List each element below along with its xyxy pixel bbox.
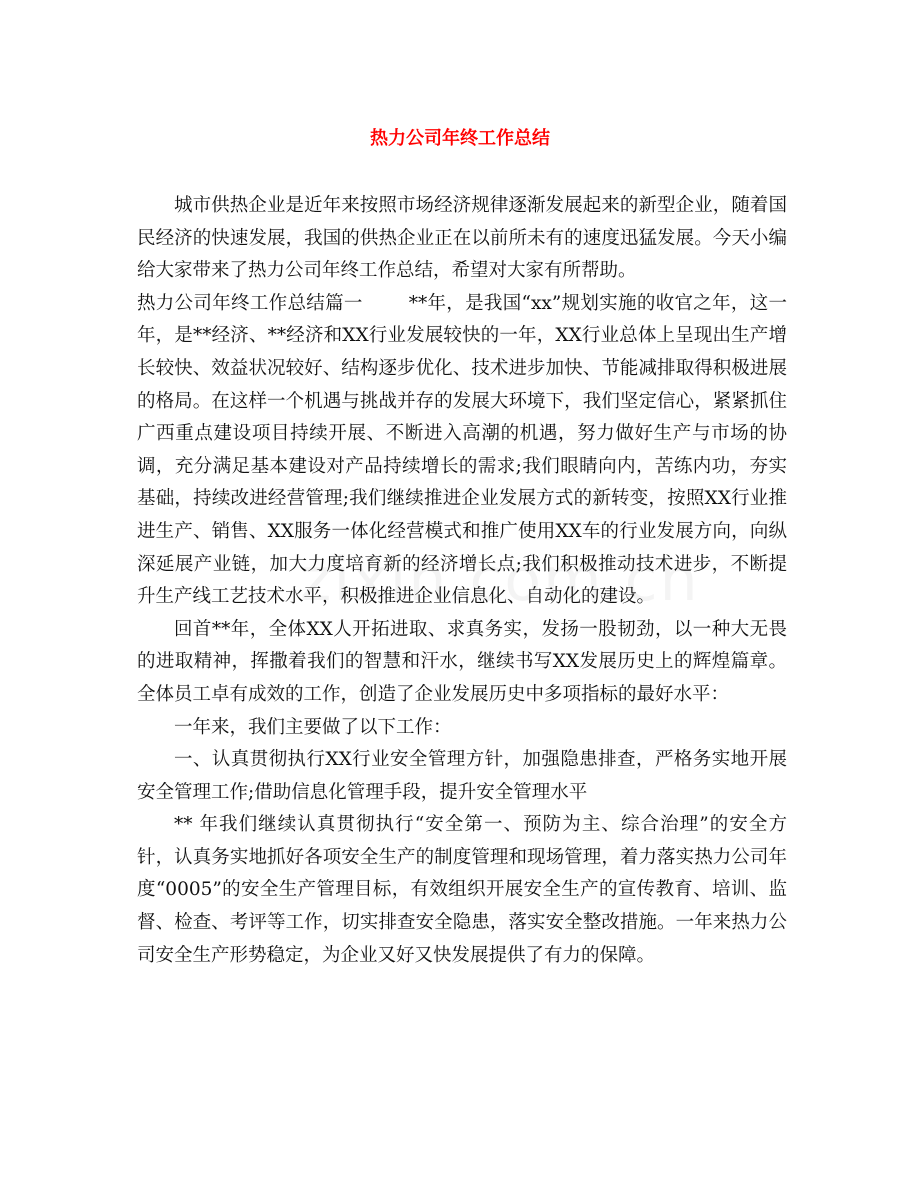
section-one-text: **年，是我国“xx”规划实施的收官之年，这一年，是**经济、**经济和XX行业发展较快的一年，XX行业总体上呈现出生产增长较快、效益状况较好、结构逐步优化、技术进步加快、节能减排取得积极进展的格局。在这样一个机遇与挑战并存的发展大环境下，我们坚定信心，紧紧抓住广西重点建设项目持续开展、不断进入高潮的机遇，努力做好生产与市场的协调，充分满足基本建设对产品持续增长的需求;我们眼睛向内，苦练内功，夯实基础，持续改进经营管理;我们继续推进企业发展方式的新转变，按照XX行业推进生产、销售、XX服务一体化经营模式和推广使用XX车的行业发展方向，向纵深延展产业链，加大力度培育新的经济增长点;我们积极推动技术进步，不断提升生产线工艺技术水平，积极推进企业信息化、自动化的建设。 <box>137 292 787 608</box>
section-one-paragraph <box>137 288 787 614</box>
document-body <box>137 190 787 972</box>
safety-heading-paragraph: 一、认真贯彻执行XX行业安全管理方针，加强隐患排查，严格务实地开展安全管理工作;借助信息化管理手段，提升安全管理水平 <box>137 749 787 803</box>
safety-detail-paragraph: ** 年我们继续认真贯彻执行“安全第一、预防为主、综合治理”的安全方针，认真务实地抓好各项安全生产的制度管理和现场管理，着力落实热力公司年度“0005”的安全生产管理目标，有效组织开展安全生产的宣传教育、培训、监督、检查、考评等工作，切实排查安全隐患，落实安全整改措施。一年来热力公司安全生产形势稳定，为企业又好又快发展提供了有力的保障。 <box>137 814 787 966</box>
work-intro-paragraph: 一年来，我们主要做了以下工作： <box>174 716 452 738</box>
review-paragraph: 回首**年，全体XX人开拓进取、求真务实，发扬一股韧劲，以一种大无畏的进取精神，挥撒着我们的智慧和汗水，继续书写XX发展历史上的辉煌篇章。全体员工卓有成效的工作，创造了企业发展历史中多项指标的最好水平： <box>137 618 787 705</box>
document-title: 热力公司年终工作总结 <box>370 128 550 149</box>
section-one-label: 热力公司年终工作总结篇一 <box>137 292 363 314</box>
intro-paragraph: 城市供热企业是近年来按照市场经济规律逐渐发展起来的新型企业，随着国民经济的快速发展，我国的供热企业正在以前所未有的速度迅猛发展。今天小编给大家带来了热力公司年终工作总结，希望对大家有所帮助。 <box>137 195 787 282</box>
